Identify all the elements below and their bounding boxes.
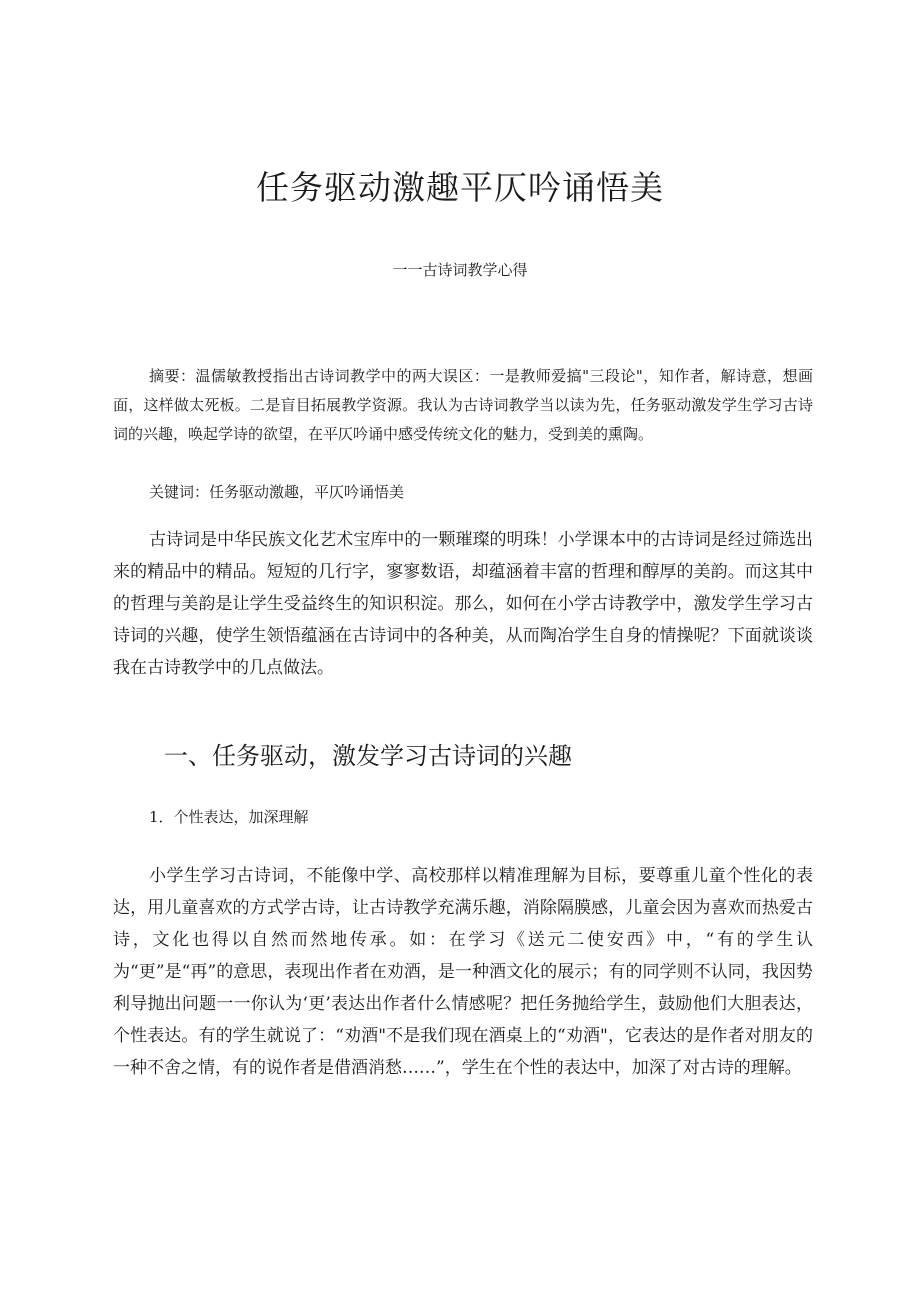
section-heading: 一、任务驱动，激发学习古诗词的兴趣 <box>164 742 572 770</box>
keywords-line: 关键词：任务驱动激趣，平仄吟诵悟美 <box>149 483 405 501</box>
body-paragraph: 小学生学习古诗词，不能像中学、高校那样以精准理解为目标，要尊重儿童个性化的表达，用儿童喜欢的方式学古诗，让古诗教学充满乐趣，消除隔膜感，儿童会因为喜欢而热爱古诗，文化也得以自然而然地传承。如：在学习《送元二使安西》中，“有的学生认为“更”是“再”的意思，表现出作者在劝酒，是一种酒文化的展示；有的同学则不认同，我因势利导抛出问题一一你认为‘更’表达出作者什么情感呢？把任务抛给学生，鼓励他们大胆表达，个性表达。有的学生就说了：“劝酒"不是我们现在酒桌上的“劝酒"，它表达的是作者对朋友的一种不舍之情，有的说作者是借酒消愁……”，学生在个性的表达中，加深了对古诗的理解。 <box>113 866 813 1078</box>
intro-paragraph: 古诗词是中华民族文化艺术宝库中的一颗璀璨的明珠！小学课本中的古诗词是经过筛选出来的精品中的精品。短短的几行字，寥寥数语，却蕴涵着丰富的哲理和醇厚的美韵。而这其中的哲理与美韵是让学生受益终生的知识积淀。那么，如何在小学古诗教学中，激发学生学习古诗词的兴趣，使学生领悟蕴涵在古诗词中的各种美，从而陶冶学生自身的情操呢？下面就谈谈我在古诗教学中的几点做法。 <box>113 530 813 678</box>
document-title: 任务驱动激趣平仄吟诵悟美 <box>256 168 664 207</box>
subsection-heading: 1．个性表达，加深理解 <box>149 808 309 826</box>
document-subtitle: 一一古诗词教学心得 <box>392 261 528 279</box>
abstract-paragraph: 摘要：温儒敏教授指出古诗词教学中的两大误区：一是教师爱搞"三段论"，知作者，解诗意，想画面，这样做太死板。二是盲目拓展教学资源。我认为古诗词教学当以读为先，任务驱动激发学生学习古诗词的兴趣，唤起学诗的欲望，在平仄吟诵中感受传统文化的魅力，受到美的熏陶。 <box>113 367 813 443</box>
